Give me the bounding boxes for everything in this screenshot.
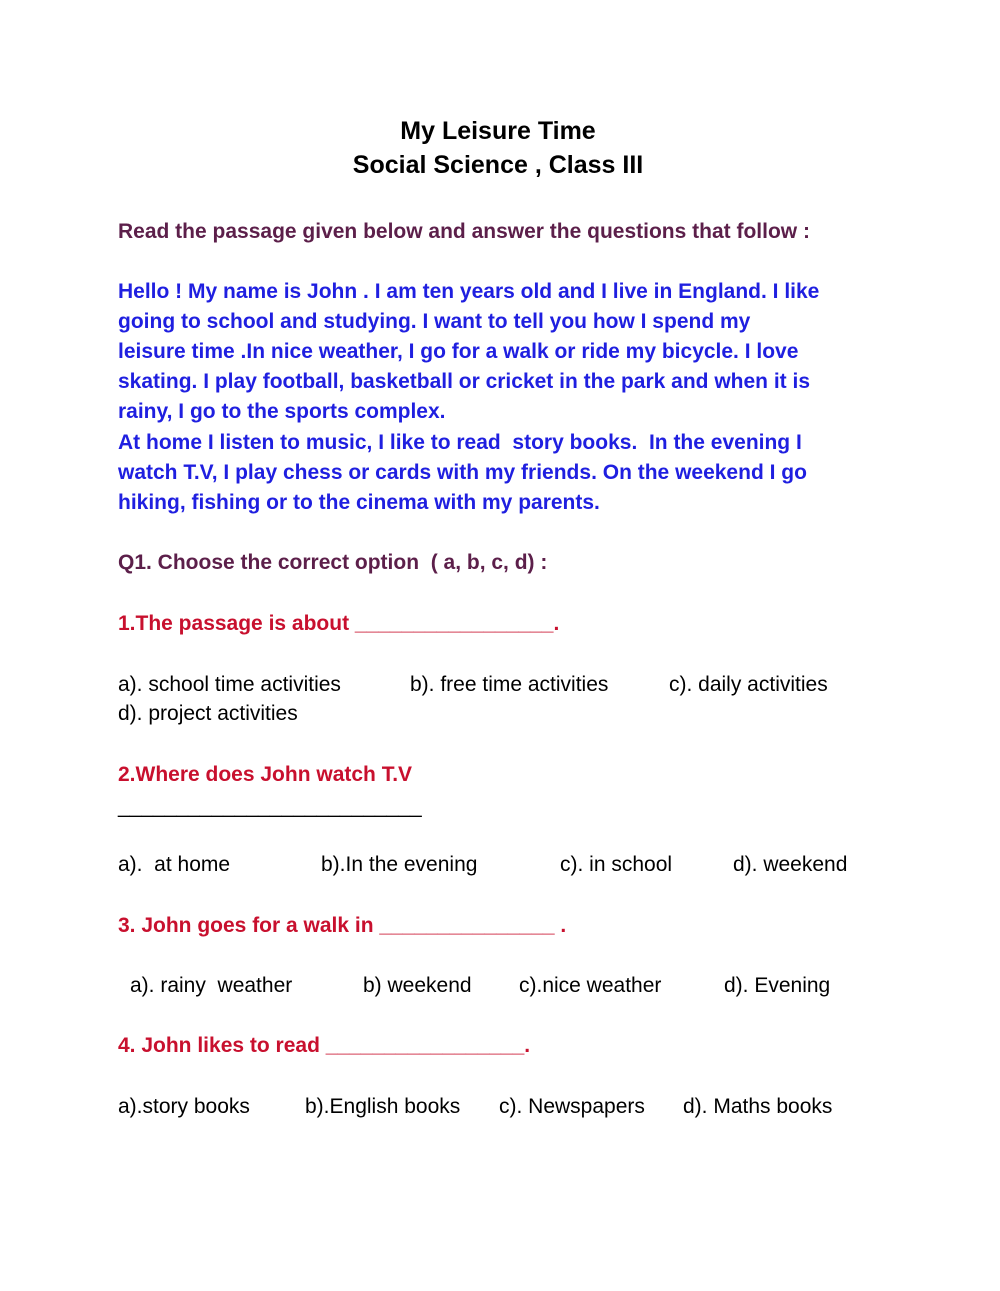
option-d[interactable]: d). Evening — [724, 974, 831, 997]
question-text: 4. John likes to read _________________. — [118, 1034, 531, 1057]
option-d[interactable]: d). weekend — [733, 853, 848, 876]
option-b[interactable]: b).In the evening — [321, 853, 478, 876]
passage-line: Hello ! My name is John . I am ten years old and I live in England. I like — [118, 280, 820, 303]
option-c[interactable]: c). in school — [560, 853, 673, 876]
instruction-text: Read the passage given below and answer the questions that follow : — [118, 220, 810, 243]
option-c[interactable]: c). daily activities — [669, 673, 828, 696]
passage-line: skating. I play football, basketball or cricket in the park and when it is — [118, 370, 811, 393]
page-title: My Leisure Time — [400, 117, 596, 145]
option-a[interactable]: a). school time activities — [118, 673, 341, 696]
question-text: 1.The passage is about _________________. — [118, 612, 560, 635]
option-b[interactable]: b). free time activities — [410, 673, 609, 696]
question-text: 3. John goes for a walk in _______________ . — [118, 914, 567, 937]
answer-blank: __________________________ — [118, 795, 422, 818]
passage-line: hiking, fishing or to the cinema with my parents. — [118, 491, 600, 514]
passage-line: At home I listen to music, I like to read story books. In the evening I — [118, 431, 802, 454]
option-a[interactable]: a). at home — [118, 853, 231, 876]
page-subtitle: Social Science , Class III — [352, 151, 644, 179]
passage-line: going to school and studying. I want to tell you how I spend my — [118, 310, 751, 333]
passage-line: watch T.V, I play chess or cards with my friends. On the weekend I go — [118, 461, 807, 484]
option-d[interactable]: d). project activities — [118, 702, 298, 725]
option-a[interactable]: a).story books — [118, 1095, 250, 1118]
option-c[interactable]: c). Newspapers — [499, 1095, 645, 1118]
option-c[interactable]: c).nice weather — [519, 974, 662, 997]
passage-line: rainy, I go to the sports complex. — [118, 400, 446, 423]
option-a[interactable]: a). rainy weather — [130, 974, 293, 997]
passage-line: leisure time .In nice weather, I go for a walk or ride my bicycle. I love — [118, 340, 799, 363]
option-b[interactable]: b).English books — [305, 1095, 461, 1118]
option-d[interactable]: d). Maths books — [683, 1095, 833, 1118]
option-b[interactable]: b) weekend — [363, 974, 472, 997]
question-text: 2.Where does John watch T.V — [118, 763, 413, 786]
section-heading: Q1. Choose the correct option ( a, b, c, d) : — [118, 551, 548, 574]
